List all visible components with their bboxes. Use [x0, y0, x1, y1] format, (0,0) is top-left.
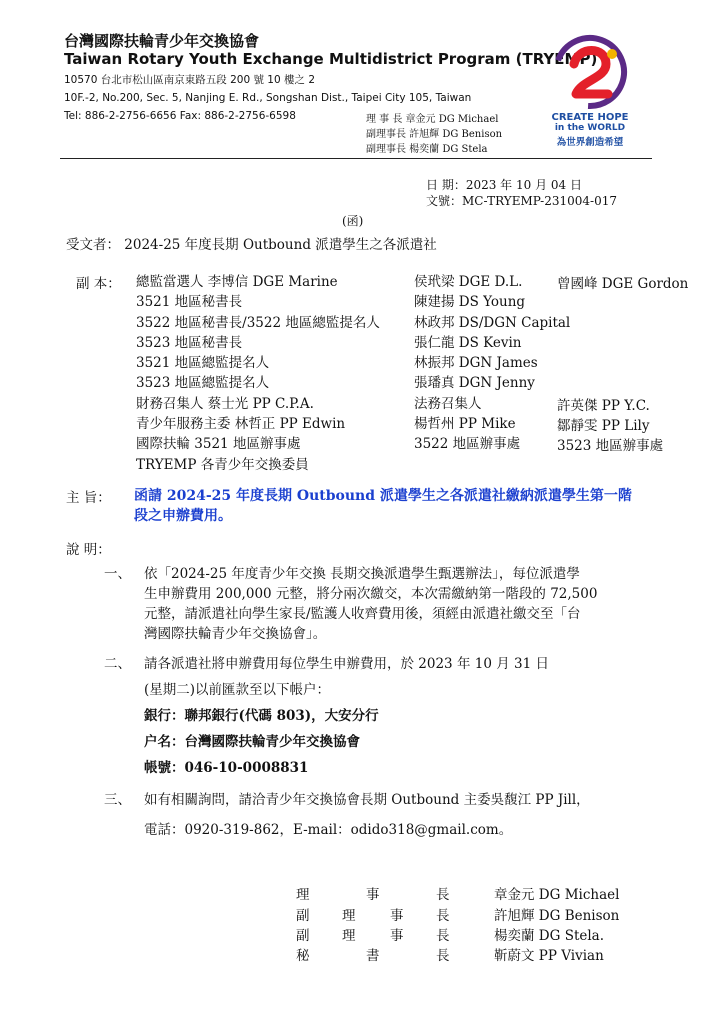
signature-title: 理 [342, 928, 356, 944]
cc-item: 3523 地區辦事處 [557, 438, 664, 454]
account-number: 帳號：046-10-0008831 [144, 760, 309, 776]
cc-item: 鄒靜雯 PP Lily [557, 418, 650, 434]
signature-title: 長 [436, 948, 450, 964]
cc-item: 侯玳梁 DGE D.L. [414, 274, 523, 290]
explanation-label: 說 明： [66, 542, 111, 558]
signature-title: 事 [366, 887, 380, 903]
header-divider [60, 158, 652, 159]
signature-title: 理 [342, 908, 356, 924]
contact-tel-fax: Tel: 886-2-2756-6656 Fax: 886-2-2756-6598 [64, 110, 296, 122]
item1-line: 依「2024-25 年度青少年交換 長期交換派遣學生甄選辦法」，每位派遣學 [144, 566, 580, 582]
cc-item: 財務召集人 蔡士光 PP C.P.A. [136, 395, 314, 412]
signature-title: 事 [390, 928, 404, 944]
signature-title: 理 [296, 887, 310, 903]
cc-item: 國際扶輪 3521 地區辦事處 [136, 436, 301, 453]
signature-title: 長 [436, 908, 450, 924]
cc-item: 3522 地區秘書長/3522 地區總監提名人 [136, 314, 380, 331]
doc-reference: 文號：MC-TRYEMP-231004-017 [426, 194, 617, 208]
cc-item: 林政邦 DS/DGN Capital [414, 314, 571, 331]
create-hope-logo [552, 34, 628, 110]
account-name: 户名：台灣國際扶輪青少年交換協會 [144, 734, 360, 750]
subject-line-2: 段之申辦費用。 [134, 508, 232, 524]
cc-item: 張璠真 DGN Jenny [414, 375, 535, 392]
cc-item: 青少年服務主委 林哲正 PP Edwin [136, 416, 346, 433]
cc-item: TRYEMP 各青少年交換委員 [136, 456, 309, 473]
item1-line: 元整，請派遣社向學生家長/監護人收齊費用後，須經由派遣社繳交至「台 [144, 606, 581, 622]
signature-name: 楊奕蘭 DG Stela. [494, 928, 605, 944]
item3-number: 三、 [104, 792, 131, 808]
cc-column-2 [414, 272, 570, 455]
signature-name: 章金元 DG Michael [494, 887, 620, 903]
cc-item: 曾國峰 DGE Gordon [557, 276, 689, 292]
cc-item: 3521 地區秘書長 [136, 294, 243, 311]
item1-number: 一、 [104, 566, 131, 582]
cc-item: 3523 地區秘書長 [136, 334, 243, 351]
cc-item: 3522 地區辦事處 [414, 436, 521, 453]
signature-name: 靳蔚文 PP Vivian [494, 948, 604, 964]
cc-item: 張仁龍 DS Kevin [414, 334, 522, 351]
logo-line1: CREATE HOPE [551, 112, 629, 123]
create-hope-logo-icon [552, 34, 628, 110]
signature-title: 長 [436, 887, 450, 903]
cc-item: 總監當選人 李博信 DGE Marine [136, 274, 338, 290]
cc-item: 3521 地區總監提名人 [136, 355, 270, 372]
cc-item: 法務召集人 [414, 395, 482, 412]
cc-item: 陳建揚 DS Young [414, 294, 526, 311]
cc-item: 3523 地區總監提名人 [136, 375, 270, 392]
cc-column-1 [136, 272, 380, 475]
bank-info: 銀行：聯邦銀行(代碼 803)，大安分行 [144, 708, 379, 724]
item3-line-1: 如有相關詢問，請洽青少年交換協會長期 Outbound 主委吳馥江 PP Jill， [144, 792, 590, 808]
signature-title: 事 [390, 908, 404, 924]
doc-type: (函) [342, 214, 364, 228]
logo-line2: in the WORLD [554, 123, 626, 133]
executive-vice-chair-1: 副理事長 許旭輝 DG Benison [366, 129, 503, 140]
cc-label: 副 本： [76, 276, 121, 292]
cc-item: 林振邦 DGN James [414, 355, 538, 372]
cc-item: 楊哲州 PP Mike [414, 416, 516, 433]
item1-line: 生申辦費用 200,000 元整，將分兩次繳交，本次需繳納第一階段的 72,500 [144, 586, 598, 602]
item3-line-2: 電話：0920-319-862，E-mail：odido318@gmail.com。 [144, 822, 513, 838]
executive-chair: 理 事 長 章金元 DG Michael [366, 114, 499, 125]
org-name-zh: 台灣國際扶輪青少年交換協會 [64, 32, 260, 50]
signature-title: 副 [296, 908, 310, 924]
logo-line3: 為世界創造希望 [556, 137, 624, 148]
item2-line-1: 請各派遣社將申辦費用每位學生申辦費用，於 2023 年 10 月 31 日 [144, 656, 549, 672]
org-name-en: Taiwan Rotary Youth Exchange Multidistrict Program (TRYEMP) [64, 50, 598, 68]
subject-label: 主 旨： [66, 490, 111, 506]
item2-number: 二、 [104, 656, 131, 672]
doc-date: 日 期：2023 年 10 月 04 日 [426, 178, 582, 192]
executive-vice-chair-2: 副理事長 楊奕蘭 DG Stela [366, 144, 488, 155]
signature-name: 許旭輝 DG Benison [494, 908, 620, 924]
item2-line-2: (星期二)以前匯款至以下帳户： [144, 682, 331, 698]
signature-title: 書 [366, 948, 380, 964]
address-en: 10F.-2, No.200, Sec. 5, Nanjing E. Rd., Songshan Dist., Taipei City 105, Taiwan [64, 92, 472, 104]
cc-item: 許英傑 PP Y.C. [557, 398, 650, 414]
signature-title: 長 [436, 928, 450, 944]
item1-line: 灣國際扶輪青少年交換協會」。 [144, 626, 327, 642]
address-zh: 10570 台北市松山區南京東路五段 200 號 10 樓之 2 [64, 74, 316, 86]
subject-line-1: 函請 2024-25 年度長期 Outbound 派遣學生之各派遣社繳納派遣學生第一階 [134, 488, 632, 504]
signature-title: 副 [296, 928, 310, 944]
recipient: 受文者： 2024-25 年度長期 Outbound 派遣學生之各派遣社 [66, 237, 437, 253]
signature-title: 秘 [296, 948, 310, 964]
